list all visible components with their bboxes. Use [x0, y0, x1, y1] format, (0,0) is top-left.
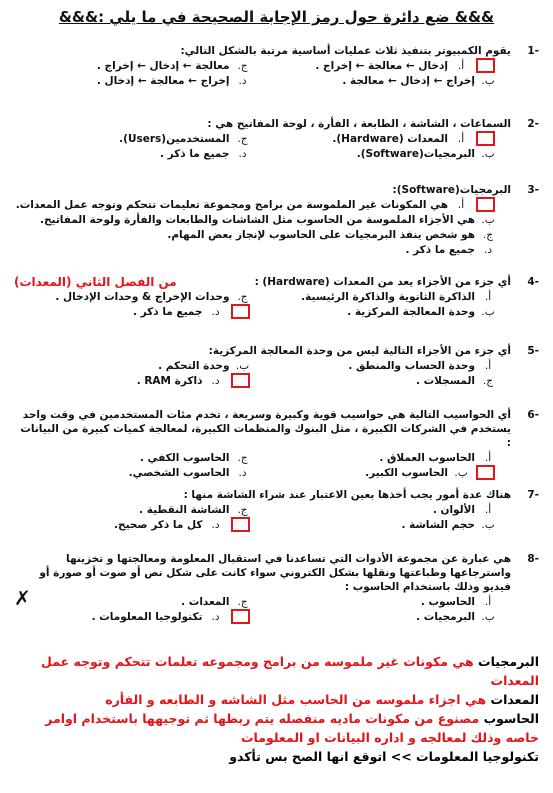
- question-8: [14, 552, 539, 624]
- question-header: [14, 275, 539, 289]
- answer-option[interactable]: [260, 594, 496, 609]
- option-letter: ب.: [481, 518, 495, 531]
- answer-option[interactable]: [260, 73, 496, 88]
- option-text: حجم الشاشة .: [401, 518, 475, 531]
- note-definition: مصنوع من مكونات ماديه منفصله يتم ربطها ثم توجيهها باستخدام اوامر خاصه وذلك لمعالجه و اداره البيانات او المعلومات: [45, 711, 539, 745]
- selected-answer-box: [231, 373, 250, 388]
- answer-option[interactable]: [260, 146, 496, 161]
- question-header: [14, 183, 539, 197]
- option-letter: أ.: [484, 290, 492, 303]
- question-text: هي عبارة عن مجموعة الأدوات التي تساعدنا في استقبال المعلومة ومعالجتها و تخزينها واسترجاعها وطباعتها ونقلها بشكل الكتروني سواء كانت على شكل نص أو صوت أو صورة أو فيديو وذلك باستخدام الحاسوب :: [39, 553, 511, 593]
- option-letter: ج.: [237, 595, 248, 608]
- selected-answer-box: [476, 465, 495, 480]
- answer-option[interactable]: [260, 58, 496, 73]
- option-letter: أ.: [457, 59, 465, 72]
- question-text: أي الحواسيب التالية هي حواسيب قوية وكبيرة وسريعة ، تخدم مئات المستخدمين في وقت واحد يستخدم في الشركات الكبيرة ، مثل البنوك والمنظمات الكبيرة، لمعالجة كميات كبيرة من البيانات :: [20, 409, 511, 449]
- note-term: المعدات: [490, 692, 539, 707]
- selected-answer-box: [231, 609, 250, 624]
- option-letter: أ.: [484, 503, 492, 516]
- answer-option[interactable]: [260, 465, 496, 480]
- question-1: [14, 44, 539, 88]
- answer-option[interactable]: [14, 502, 250, 517]
- option-letter: ب.: [481, 305, 495, 318]
- option-letter: ج.: [237, 290, 248, 303]
- option-text: جميع ما ذكر .: [405, 243, 475, 256]
- answer-option[interactable]: [14, 73, 250, 88]
- answer-option[interactable]: [14, 197, 495, 212]
- option-text: الحاسوب العملاق .: [379, 451, 475, 464]
- question-2: [14, 117, 539, 161]
- option-text: كل ما ذكر صحيح.: [114, 518, 203, 531]
- options-grid: [14, 131, 495, 161]
- note-definition: هي مكونات غير ملموسه من برامج ومجموعه تعلمات تتحكم وتوجه عمل المعدات: [41, 654, 539, 688]
- option-text: البرمجيات .: [416, 610, 475, 623]
- answer-option[interactable]: [14, 58, 250, 73]
- option-text: الذاكرة الثانوية والذاكرة الرئيسية.: [301, 290, 475, 303]
- options-grid: [14, 502, 495, 532]
- option-text: وحدات الإخراج & وحدات الإدخال .: [55, 290, 230, 303]
- answer-option[interactable]: [14, 304, 250, 319]
- option-letter: ج.: [237, 132, 248, 145]
- question-header: [14, 552, 539, 594]
- option-letter: ب.: [454, 466, 468, 479]
- option-text: ذاكرة RAM .: [136, 374, 203, 387]
- question-header: [14, 408, 539, 450]
- answer-option[interactable]: [260, 131, 496, 146]
- answer-option[interactable]: [14, 594, 250, 609]
- selected-answer-box: [476, 197, 495, 212]
- question-text: السماعات ، الشاشة ، الطابعة ، الفأرة ، لوحة المفاتيح هي :: [207, 118, 511, 130]
- option-letter: د.: [238, 147, 247, 160]
- option-text: هي الأجزاء الملموسة من الحاسوب مثل الشاشات والطابعات والفأرة ولوحة المفاتيح.: [39, 213, 475, 226]
- note-line: [14, 690, 539, 709]
- option-text: إدخال ← معالجة ← إخراج .: [315, 59, 448, 72]
- answer-option[interactable]: [260, 450, 496, 465]
- question-text: البرمجيات(Software):: [392, 184, 511, 196]
- note-term: البرمجيات: [478, 654, 539, 669]
- option-letter: ب.: [481, 147, 495, 160]
- option-text: جميع ما ذكر .: [133, 305, 203, 318]
- answer-option[interactable]: [260, 304, 496, 319]
- answer-option[interactable]: [14, 609, 250, 624]
- option-text: هو شخص ينفذ البرمجيات على الحاسوب لإنجاز بعض المهام.: [167, 228, 475, 241]
- option-letter: ج.: [237, 503, 248, 516]
- option-letter: أ.: [457, 198, 465, 211]
- note-definition: هي اجزاء ملموسه من الحاسب مثل الشاشه و الطابعه و الفأره: [105, 692, 491, 707]
- option-letter: أ.: [457, 132, 465, 145]
- answer-option[interactable]: [14, 517, 250, 532]
- question-note: من الفصل الثاني (المعدات): [14, 275, 177, 289]
- option-text: المعدات (Hardware).: [332, 132, 448, 145]
- answer-option[interactable]: [14, 242, 495, 257]
- option-text: المسجلات .: [415, 374, 475, 387]
- note-line: [14, 652, 539, 690]
- note-line: [14, 709, 539, 747]
- question-3: [14, 183, 539, 257]
- question-6: [14, 408, 539, 480]
- question-header: [14, 117, 539, 131]
- option-letter: د.: [238, 74, 247, 87]
- option-text: هي المكونات غير الملموسة من برامج ومجموعة تعليمات تتحكم وتوجه عمل المعدات.: [15, 198, 448, 211]
- question-text: هناك عدة أمور يجب أخذها بعين الاعتبار عند شراء الشاشة منها :: [183, 489, 511, 501]
- answer-option[interactable]: [14, 227, 495, 242]
- note-term: تكنولوجيا المعلومات >> اتوقع انها الصح بس تأكدو: [229, 749, 539, 764]
- question-text: أي جزء من الأجزاء التالية ليس من وحدة المعالجة المركزية:: [208, 345, 511, 357]
- question-number: -1: [527, 45, 539, 57]
- option-letter: د.: [211, 518, 220, 531]
- answer-option[interactable]: [14, 450, 250, 465]
- option-letter: د.: [483, 243, 492, 256]
- answer-option[interactable]: [260, 517, 496, 532]
- cross-mark: ✗: [14, 586, 31, 610]
- option-letter: أ.: [484, 451, 492, 464]
- note-line: [14, 747, 539, 766]
- answer-option[interactable]: [14, 289, 250, 304]
- answer-option[interactable]: [14, 358, 250, 373]
- option-text: الحاسوب الكفي .: [139, 451, 230, 464]
- options-grid: [14, 594, 495, 624]
- option-letter: د.: [211, 305, 220, 318]
- option-text: جميع ما ذكر .: [160, 147, 230, 160]
- question-4: [14, 275, 539, 319]
- option-text: وحدة المعالجة المركزية .: [347, 305, 475, 318]
- question-7: [14, 488, 539, 532]
- options-grid: [14, 289, 495, 319]
- question-text: يقوم الكمبيوتر بتنفيذ ثلاث عمليات أساسية مرتبة بالشكل التالي:: [180, 45, 511, 57]
- option-text: المستخدمين(Users).: [119, 132, 230, 145]
- question-number: -7: [527, 489, 539, 501]
- option-letter: د.: [211, 610, 220, 623]
- options-grid: [14, 197, 495, 257]
- answer-option[interactable]: [260, 358, 496, 373]
- question-text: أي جزء من الأجزاء يعد من المعدات (Hardware) :: [254, 276, 511, 288]
- answer-option[interactable]: [14, 373, 250, 388]
- options-grid: [14, 58, 495, 88]
- option-letter: أ.: [484, 359, 492, 372]
- option-text: الحاسوب .: [420, 595, 475, 608]
- option-letter: أ.: [484, 595, 492, 608]
- option-letter: ج.: [237, 451, 248, 464]
- option-text: المعدات .: [181, 595, 230, 608]
- answer-option[interactable]: [260, 289, 496, 304]
- question-number: -3: [527, 184, 539, 196]
- question-5: [14, 344, 539, 388]
- option-text: البرمجيات(Software).: [356, 147, 475, 160]
- question-number: -2: [527, 118, 539, 130]
- option-text: وحدة الحساب والمنطق .: [348, 359, 475, 372]
- option-text: تكنولوجيا المعلومات .: [91, 610, 203, 623]
- option-letter: ج.: [237, 59, 248, 72]
- question-header: [14, 488, 539, 502]
- option-letter: ب.: [481, 74, 495, 87]
- answer-option[interactable]: [260, 373, 496, 388]
- answer-option[interactable]: [14, 212, 495, 227]
- options-grid: [14, 358, 495, 388]
- answer-option[interactable]: [14, 146, 250, 161]
- question-number: -6: [527, 409, 539, 421]
- option-text: إخراج ← معالجة ← إدخال .: [96, 74, 230, 87]
- question-number: -5: [527, 345, 539, 357]
- option-text: الحاسوب الشخصي.: [128, 466, 230, 479]
- question-header: [14, 344, 539, 358]
- selected-answer-box: [231, 517, 250, 532]
- option-text: الشاشة النقطية .: [139, 503, 230, 516]
- selected-answer-box: [231, 304, 250, 319]
- option-text: وحدة التحكم .: [158, 359, 230, 372]
- option-letter: ج.: [482, 374, 494, 387]
- option-letter: ج.: [482, 228, 494, 241]
- question-number: -8: [527, 553, 539, 565]
- option-letter: د.: [211, 374, 220, 387]
- selected-answer-box: [476, 131, 495, 146]
- note-term: الحاسوب: [483, 711, 539, 726]
- option-text: الألوان .: [432, 503, 475, 516]
- option-text: إخراج ← إدخال ← معالجة .: [342, 74, 475, 87]
- option-text: معالجة ← إدخال ← إخراج .: [96, 59, 230, 72]
- option-letter: د.: [238, 466, 247, 479]
- option-letter: ب.: [235, 359, 250, 372]
- question-header: [14, 44, 539, 58]
- selected-answer-box: [476, 58, 495, 73]
- answer-option[interactable]: [14, 131, 250, 146]
- answer-option[interactable]: [14, 465, 250, 480]
- page-title: &&& ضع دائرة حول رمز الإجابة الصحيحة في ما يلي :&&&: [58, 8, 495, 26]
- answer-notes: [14, 652, 539, 766]
- option-letter: ب.: [481, 610, 495, 623]
- option-text: الحاسوب الكبير.: [365, 466, 448, 479]
- answer-option[interactable]: [260, 502, 496, 517]
- options-grid: [14, 450, 495, 480]
- option-letter: ب.: [481, 213, 495, 226]
- answer-option[interactable]: [260, 609, 496, 624]
- question-number: -4: [527, 276, 539, 288]
